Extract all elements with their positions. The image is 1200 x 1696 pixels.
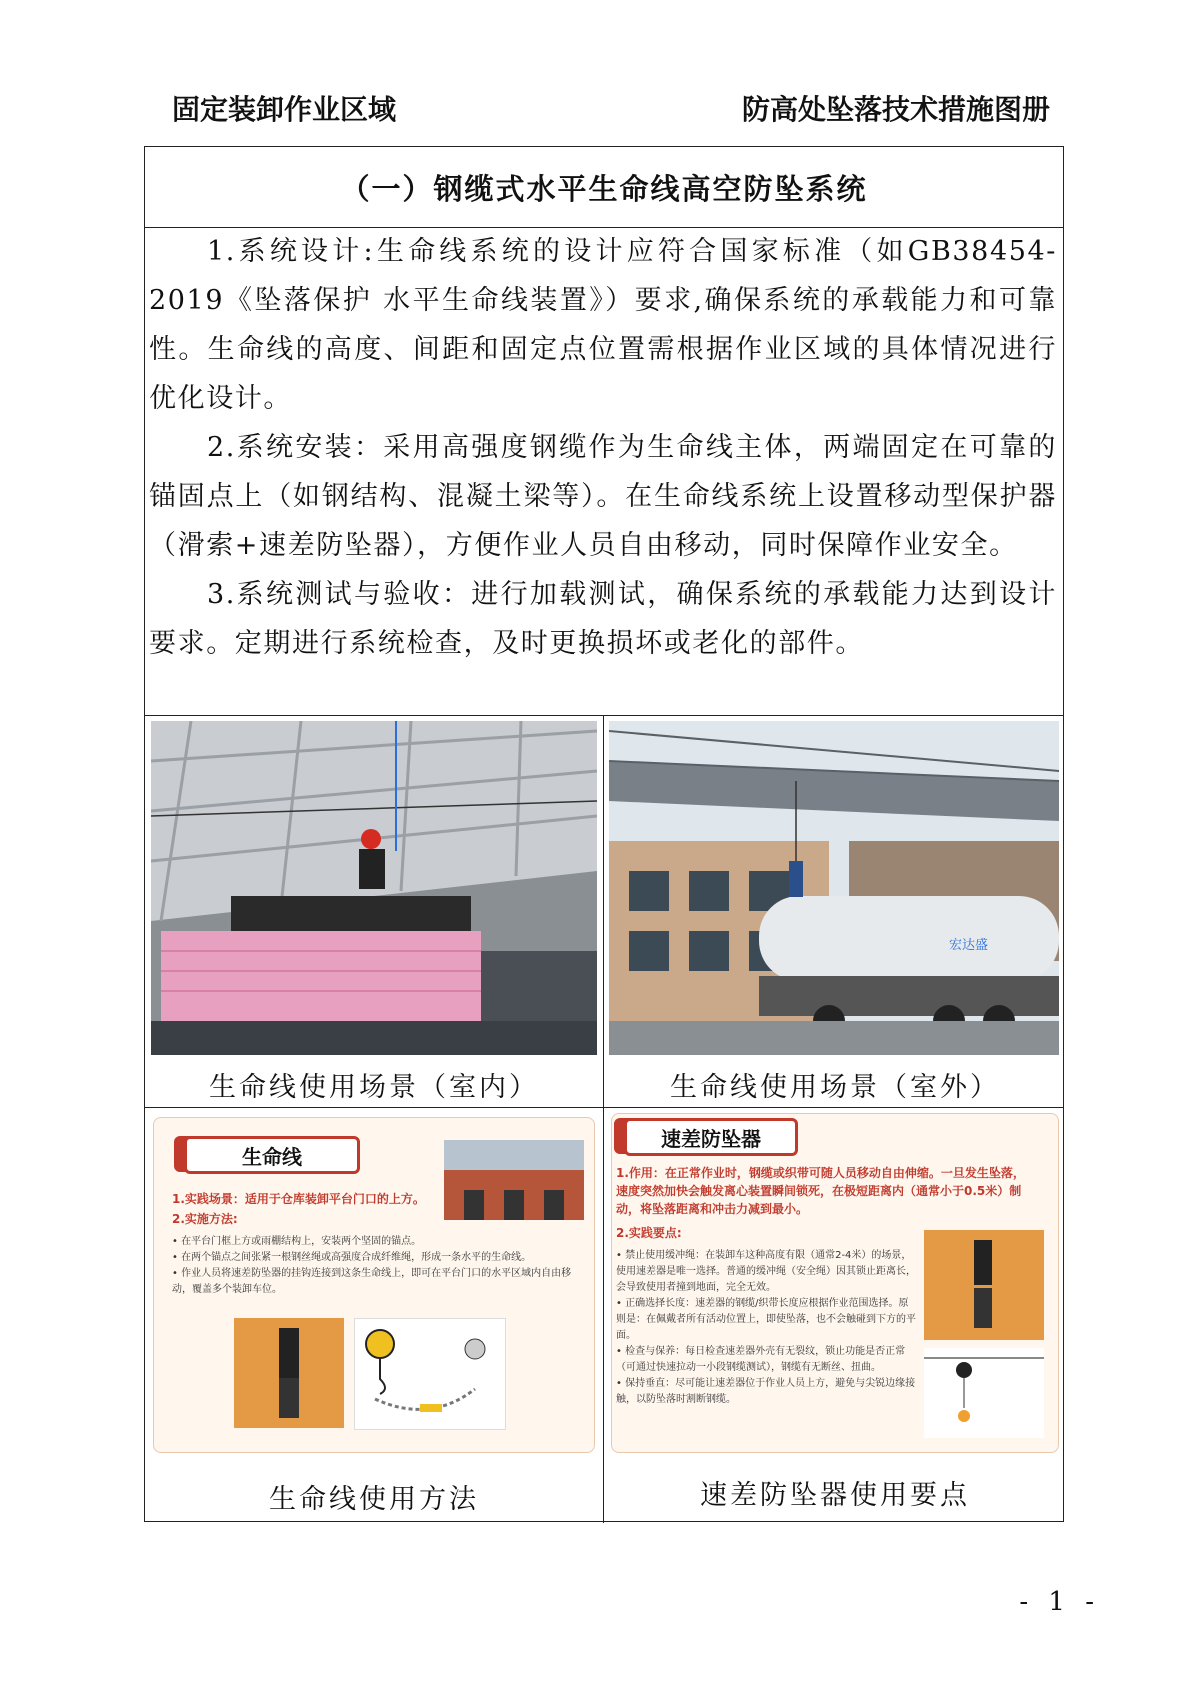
list-item: • 保持垂直：尽可能让速差器位于作业人员上方，避免与尖锐边缘接触，以防坠落时割断钢缆。	[616, 1378, 916, 1405]
list-item: • 作业人员将速差防坠器的挂钩连接到这条生命线上，即可在平台门口的水平区域内自由移动，覆盖多个装卸车位。	[172, 1268, 572, 1295]
list-item: • 在两个锚点之间张紧一根钢丝绳或高强度合成纤维绳，形成一条水平的生命线。	[172, 1252, 532, 1263]
list-item: • 正确选择长度：速差器的钢缆/织带长度应根据作业范围选择。原则是：在佩戴者所有活动位置上，即使坠落，也不会触碰到下方的平面。	[616, 1298, 916, 1341]
divider	[145, 715, 1063, 716]
lifeline-method-panel	[153, 1117, 595, 1453]
lifeline-badge: 生命线	[184, 1136, 360, 1174]
lifeline-scene: 1.实践场景：适用于仓库装卸平台门口的上方。	[172, 1192, 425, 1206]
paragraph-design: 1.系统设计:生命线系统的设计应符合国家标准（如GB38454-2019《坠落保护 水平生命线装置》）要求,确保系统的承载能力和可靠性。生命线的高度、间距和固定点位置需根据作业区域的具体情况进行优化设计。	[149, 236, 1057, 414]
list-item: • 在平台门框上方或雨棚结构上，安装两个坚固的锚点。	[172, 1236, 422, 1247]
paragraph-install: 2.系统安装：采用高强度钢缆作为生命线主体，两端固定在可靠的锚固点上（如钢结构、混凝土梁等）。在生命线系统上设置移动型保护器（滑索+速差防坠器），方便作业人员自由移动，同时保障作业安全。	[149, 432, 1057, 561]
srl-device-image	[234, 1318, 344, 1428]
photo-outdoor-lifeline	[609, 721, 1059, 1055]
truck-brand: 宏达盛	[949, 938, 989, 953]
photo-indoor-lifeline	[151, 721, 597, 1055]
content-frame	[144, 146, 1064, 1522]
caption-srl: 速差防坠器使用要点	[700, 1480, 970, 1511]
srl-usage: 1.作用：在正常作业时，钢缆或织带可随人员移动自由伸缩。一旦发生坠落，速度突然加快会触发离心装置瞬间锁死，在极短距离内（通常小于0.5米）制动，将坠落距离和冲击力减到最小。	[616, 1166, 1025, 1216]
header-left: 固定装卸作业区域	[172, 93, 397, 126]
section-body	[149, 227, 1057, 668]
srl-bullets	[616, 1248, 916, 1408]
caption-outdoor: 生命线使用场景（室外）	[670, 1072, 1000, 1103]
caption-indoor: 生命线使用场景（室内）	[209, 1072, 539, 1103]
srl-photo	[924, 1230, 1044, 1340]
section-title-row	[145, 147, 1063, 228]
srl-diagram	[924, 1348, 1044, 1438]
page-number: - 1 -	[1019, 1587, 1100, 1617]
section-title: （一）钢缆式水平生命线高空防坠系统	[340, 171, 868, 206]
list-item: • 禁止使用缓冲绳：在装卸车这种高度有限（通常2-4米）的场景，使用速差器是唯一选择。普通的缓冲绳（安全绳）因其锁止距离长，会导致使用者撞到地面，完全无效。	[616, 1250, 916, 1293]
lifeline-bullets	[172, 1234, 572, 1298]
header-right: 防高处坠落技术措施图册	[741, 93, 1050, 126]
srl-badge: 速差防坠器	[624, 1118, 798, 1156]
srl-points-panel	[611, 1113, 1059, 1453]
hook-chain-diagram	[354, 1318, 506, 1430]
paragraph-test: 3.系统测试与验收：进行加载测试，确保系统的承载能力达到设计要求。定期进行系统检查，及时更换损坏或老化的部件。	[149, 579, 1057, 659]
lifeline-method-title: 2.实施方法:	[172, 1212, 238, 1226]
warehouse-image	[444, 1140, 584, 1220]
divider	[145, 1107, 1063, 1108]
list-item: • 检查与保养：每日检查速差器外壳有无裂纹，锁止功能是否正常（可通过快速拉动一小段钢缆测试），钢缆有无断丝、扭曲。	[616, 1346, 906, 1373]
srl-points-title: 2.实践要点:	[616, 1226, 682, 1240]
divider	[603, 715, 604, 1523]
caption-method: 生命线使用方法	[269, 1484, 479, 1515]
